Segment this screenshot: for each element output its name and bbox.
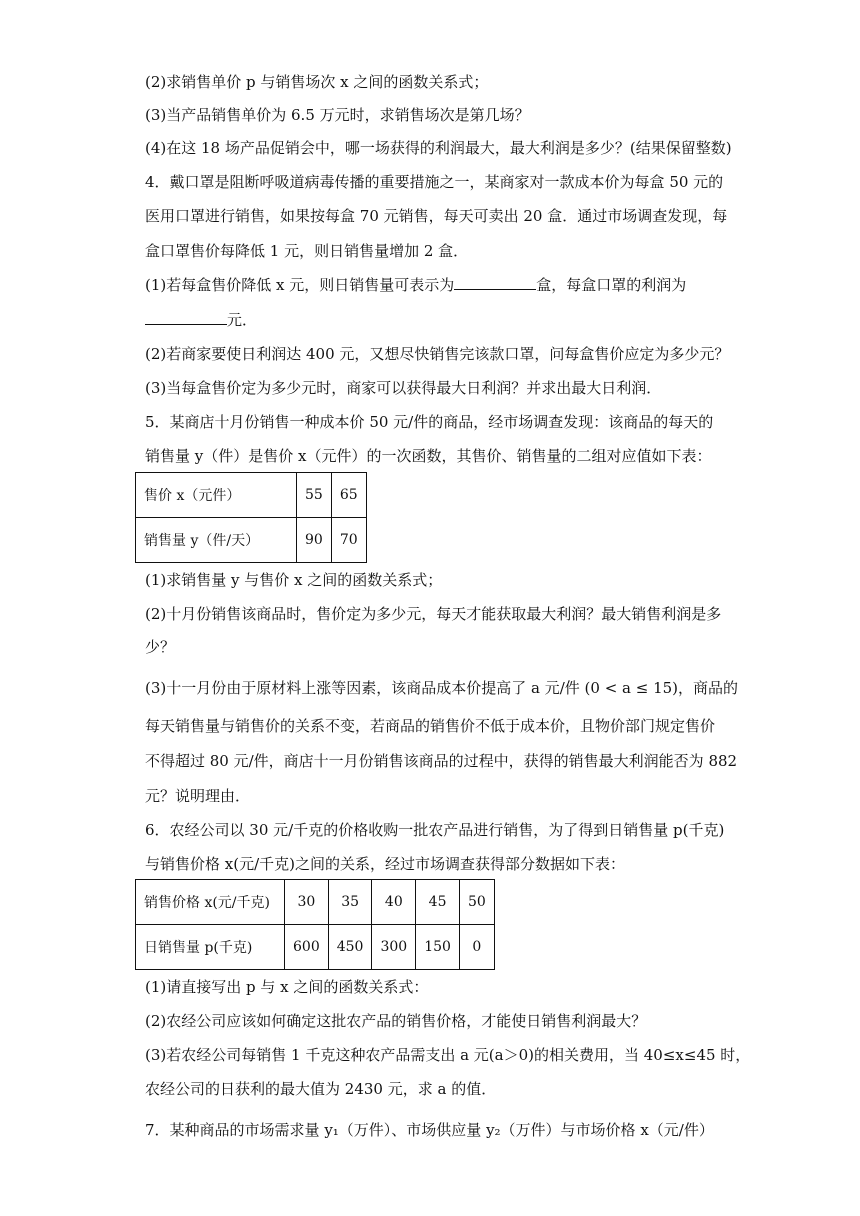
table-cell: 300 xyxy=(372,925,416,970)
q6-table xyxy=(135,879,495,970)
table-cell: 55 xyxy=(297,473,332,518)
q4-part1-line1 xyxy=(145,275,686,295)
q6-stem-line2: 与销售价格 x(元/千克)之间的关系，经过市场调查获得部分数据如下表： xyxy=(145,855,625,873)
table-cell: 30 xyxy=(285,880,329,925)
q5-part3-line2: 每天销售量与销售价的关系不变，若商品的销售价不低于成本价，且物价部门规定售价 xyxy=(145,717,716,735)
q4-stem-line2: 医用口罩进行销售，如果按每盒 70 元销售，每天可卖出 20 盒．通过市场调查发现，每 xyxy=(145,207,728,225)
table-cell: 450 xyxy=(328,925,372,970)
q4-part1-text-c: 元． xyxy=(227,311,258,329)
q4-part1-line2 xyxy=(145,310,257,330)
q4-stem-line1: 4．戴口罩是阻断呼吸道病毒传播的重要措施之一，某商家对一款成本价为每盒 50 元的 xyxy=(145,173,724,191)
table-cell: 40 xyxy=(372,880,416,925)
table-cell: 65 xyxy=(331,473,366,518)
q5-table xyxy=(135,472,367,563)
q4-part2: (2)若商家要使日利润达 400 元，又想尽快销售完该款口罩，问每盒售价应定为多少元？ xyxy=(145,345,730,363)
answer-blank xyxy=(454,275,536,290)
table-cell: 50 xyxy=(459,880,494,925)
q4-part1-text-a: (1)若每盒售价降低 x 元，则日销售量可表示为 xyxy=(145,276,455,294)
table-cell: 90 xyxy=(297,518,332,563)
table-header-cell: 售价 x（元件） xyxy=(136,473,297,518)
table-cell: 150 xyxy=(416,925,460,970)
table-row xyxy=(136,880,495,925)
q6-part3-line1: (3)若农经公司每销售 1 千克这种农产品需支出 a 元(a＞0)的相关费用，当 40≤x≤45 时， xyxy=(145,1046,751,1064)
table-cell: 45 xyxy=(416,880,460,925)
q5-part2-line1: (2)十月份销售该商品时，售价定为多少元，每天才能获取最大利润？最大销售利润是多 xyxy=(145,605,722,623)
q5-part1: (1)求销售量 y 与售价 x 之间的函数关系式； xyxy=(145,571,443,589)
q6-part2: (2)农经公司应该如何确定这批农产品的销售价格，才能使日销售利润最大？ xyxy=(145,1012,647,1030)
q6-part1: (1)请直接写出 p 与 x 之间的函数关系式： xyxy=(145,978,429,996)
table-row xyxy=(136,473,367,518)
table-cell: 0 xyxy=(459,925,494,970)
table-header-cell: 日销售量 p(千克) xyxy=(136,925,285,970)
table-header-cell: 销售量 y（件/天） xyxy=(136,518,297,563)
q5-stem-line2: 销售量 y（件）是售价 x（元件）的一次函数，其售价、销售量的二组对应值如下表： xyxy=(145,447,712,465)
q5-part3-line3: 不得超过 80 元/件，商店十一月份销售该商品的过程中，获得的销售最大利润能否为 882 xyxy=(145,752,738,770)
q5-stem-line1: 5．某商店十月份销售一种成本价 50 元/件的商品，经市场调查发现：该商品的每天的 xyxy=(145,413,714,431)
q3-part2: (2)求销售单价 p 与销售场次 x 之间的函数关系式； xyxy=(145,73,489,91)
q5-part2-line2: 少？ xyxy=(145,638,176,656)
q4-part1-text-b: 盒，每盒口罩的利润为 xyxy=(536,276,687,294)
q4-stem-line3: 盒口罩售价每降低 1 元，则日销售量增加 2 盒． xyxy=(145,242,469,260)
q5-part3-line1: (3)十一月份由于原材料上涨等因素，该商品成本价提高了 a 元/件 (0 < a ≤ 15)，商品的 xyxy=(145,679,739,697)
table-cell: 70 xyxy=(331,518,366,563)
answer-blank xyxy=(145,310,227,325)
q3-part3: (3)当产品销售单价为 6.5 万元时，求销售场次是第几场？ xyxy=(145,106,530,124)
q6-stem-line1: 6．农经公司以 30 元/千克的价格收购一批农产品进行销售，为了得到日销售量 p(千克) xyxy=(145,821,725,839)
q3-part4: (4)在这 18 场产品促销会中，哪一场获得的利润最大，最大利润是多少？(结果保留整数) xyxy=(145,139,732,157)
q6-part3-line2: 农经公司的日获利的最大值为 2430 元，求 a 的值． xyxy=(145,1080,497,1098)
table-cell: 35 xyxy=(328,880,372,925)
table-cell: 600 xyxy=(285,925,329,970)
table-row xyxy=(136,925,495,970)
q7-stem-line1: 7．某种商品的市场需求量 y₁（万件）、市场供应量 y₂（万件）与市场价格 x（元/件） xyxy=(145,1121,714,1139)
table-row xyxy=(136,518,367,563)
table-header-cell: 销售价格 x(元/千克) xyxy=(136,880,285,925)
q5-part3-line4: 元？说明理由． xyxy=(145,787,251,805)
q4-part3: (3)当每盒售价定为多少元时，商家可以获得最大日利润？并求出最大日利润． xyxy=(145,379,662,397)
